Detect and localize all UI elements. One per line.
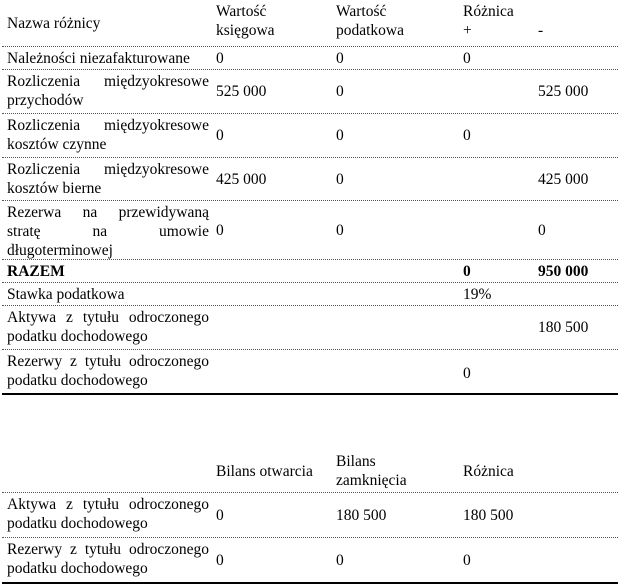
row-plus [463,47,533,69]
row-tax-value [336,47,456,69]
row-plus-text: 0 [463,49,471,67]
row-name [7,70,209,113]
header-tax-line1: Wartość [336,3,387,20]
header-difference [463,450,618,492]
total-plus [463,260,533,282]
row-opening-text: 0 [216,506,224,524]
row-name-line2: kosztów bierne [7,180,102,197]
row-minus [538,201,618,259]
row-closing-text: 180 500 [336,506,387,524]
header-difference-label: Różnica [463,3,514,20]
reserves-label-line2: podatku dochodowego [7,372,148,389]
row-tax-text: 0 [336,221,344,239]
row-name-line3: długoterminowej [7,242,113,259]
row-plus [463,158,533,200]
tax-rate-label-text: Stawka podatkowa [7,285,125,303]
row-difference-text: 0 [463,551,471,569]
assets-label-line1: Aktywa z tytułu odroczonego [7,309,209,326]
row-name-line1: Rezerwa na przewidywaną [7,204,209,221]
deferred-tax-assets-row [2,306,618,350]
header-plus-label: + [463,22,472,39]
row-tax-value [336,114,456,157]
header-book-value [216,0,334,46]
row-label-line1: Rezerwy z tytułu odroczonego [7,541,209,558]
row-tax-text: 0 [336,49,344,67]
table-header-row [2,450,618,493]
row-label-line2: podatku dochodowego [7,560,148,577]
total-plus-text: 0 [463,262,471,280]
tax-rate-row [2,283,618,306]
row-name [7,158,209,200]
row-difference-text: 180 500 [463,506,514,524]
row-tax-text: 0 [336,127,344,144]
header-difference [463,0,533,46]
assets-label-line2: podatku dochodowego [7,328,148,345]
row-book-value [216,158,334,200]
total-label-text: RAZEM [7,262,65,280]
total-label [7,260,209,282]
row-tax-value [336,70,456,113]
header-closing-line1: Bilans [336,453,376,470]
row-book-value [216,201,334,259]
row-name-line2: kosztów czynne [7,136,107,153]
table-header-row [2,0,618,47]
row-name-line1: Rozliczenia międzyokresowe [7,73,209,90]
reserves-plus-text: 0 [463,365,471,382]
row-plus-text: 0 [463,127,471,144]
total-minus-text: 950 000 [538,262,589,280]
row-minus-text: 0 [538,221,546,239]
header-opening-label: Bilans otwarcia [216,462,313,480]
row-difference [463,538,618,582]
row-tax-text: 0 [336,170,344,188]
row-book-value [216,114,334,157]
row-plus [463,201,533,259]
header-book-line1: Wartość [216,3,267,20]
row-difference [463,493,618,537]
row-minus [538,47,618,69]
row-opening [216,538,334,582]
tax-rate-value-text: 19% [463,285,492,303]
header-minus-label: - [538,22,544,39]
table-row [2,114,618,158]
row-closing-text: 0 [336,551,344,569]
row-plus [463,70,533,113]
row-book-text: 525 000 [216,83,267,100]
row-book-text: 0 [216,49,224,67]
row-label-line2: podatku dochodowego [7,515,148,532]
header-opening-balance [216,450,336,492]
deferred-tax-reserves-row [2,350,618,395]
row-closing [336,493,456,537]
table-row [2,538,618,584]
total-minus [538,260,618,282]
header-minus [538,0,618,46]
row-name-line2: stratę na umowie [7,223,209,240]
row-tax-value [336,201,456,259]
assets-minus-text: 180 500 [538,319,589,336]
row-minus-text: 525 000 [538,83,589,100]
header-closing-line2: zamknięcia [336,472,407,489]
header-name [7,0,209,46]
row-name [7,47,209,69]
row-minus [538,70,618,113]
total-row [2,260,618,283]
row-tax-value [336,158,456,200]
table-row [2,70,618,114]
header-tax-value [336,0,456,46]
tax-rate-value [463,283,533,305]
header-closing-balance [336,450,456,492]
row-name-line1: Rozliczenia międzyokresowe [7,117,209,134]
row-book-text: 0 [216,127,224,144]
header-difference-label: Różnica [463,462,514,480]
table-row [2,158,618,201]
row-book-text: 0 [216,221,224,239]
table-row [2,47,618,70]
row-name-text: Należności niezafakturowane [7,49,190,67]
tax-rate-label [7,283,209,305]
row-label [7,538,209,582]
row-minus-text: 425 000 [538,170,589,188]
row-closing [336,538,456,582]
row-book-value [216,47,334,69]
table-row [2,493,618,538]
row-opening-text: 0 [216,551,224,569]
table-row [2,201,618,260]
row-plus [463,114,533,157]
row-tax-text: 0 [336,83,344,100]
reserves-label-line1: Rezerwy z tytułu odroczonego [7,353,209,370]
row-name [7,114,209,157]
assets-label [7,306,209,349]
row-book-text: 425 000 [216,170,267,188]
row-minus [538,114,618,157]
header-book-line2: księgowa [216,22,275,39]
row-minus [538,158,618,200]
row-name-line1: Rozliczenia międzyokresowe [7,161,209,178]
reserves-label [7,350,209,393]
header-tax-line2: podatkowa [336,22,405,39]
row-label-line1: Aktywa z tytułu odroczonego [7,496,209,513]
row-label [7,493,209,537]
row-book-value [216,70,334,113]
row-name [7,201,209,259]
row-name-line2: przychodów [7,92,84,109]
assets-minus [538,306,618,349]
reserves-plus [463,350,533,393]
row-opening [216,493,334,537]
header-name-label: Nazwa różnicy [7,14,101,32]
